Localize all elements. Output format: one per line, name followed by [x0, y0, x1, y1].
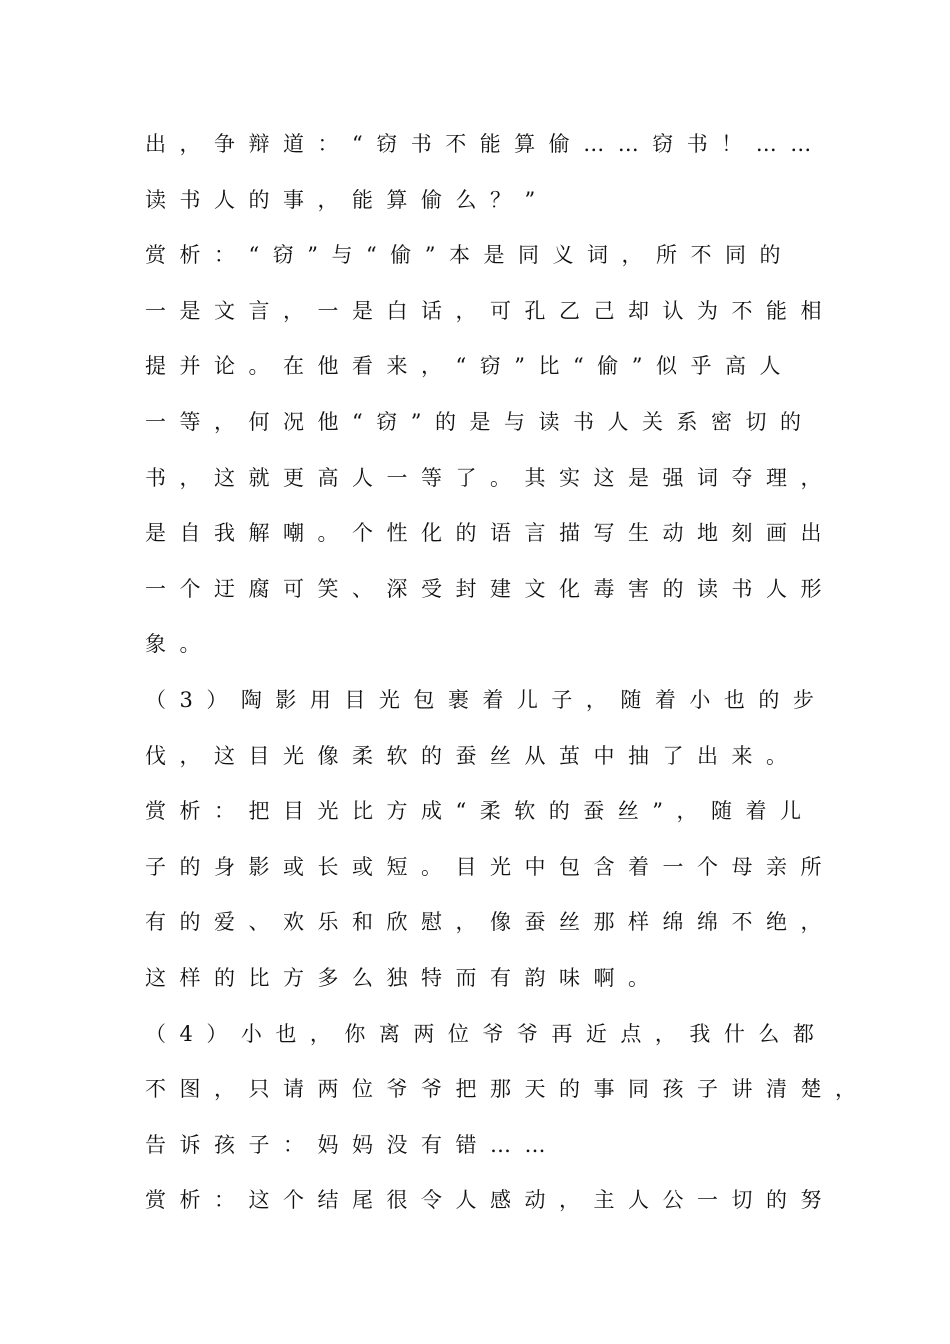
text-line-5: 提并论。在他看来，“窃”比“偷”似乎高人 [145, 354, 794, 378]
text-line-18: 不图，只请两位爷爷把那天的事同孩子讲清楚， [145, 1077, 870, 1101]
text-line-11: （3）陶影用目光包裹着儿子，随着小也的步 [145, 688, 828, 712]
text-line-13: 赏析：把目光比方成“柔软的蚕丝”，随着儿 [145, 799, 815, 823]
text-line-2: 读书人的事，能算偷么？” [145, 188, 549, 212]
text-line-10: 象。 [145, 632, 214, 656]
text-line-1: 出，争辩道：“窃书不能算偷……窃书！…… [145, 132, 825, 156]
text-line-15: 有的爱、欢乐和欣慰，像蚕丝那样绵绵不绝， [145, 910, 835, 934]
text-line-17: （4）小也，你离两位爷爷再近点，我什么都 [145, 1022, 828, 1046]
text-line-14: 子的身影或长或短。目光中包含着一个母亲所 [145, 855, 835, 879]
text-line-20: 赏析：这个结尾很令人感动，主人公一切的努 [145, 1188, 835, 1212]
text-line-8: 是自我解嘲。个性化的语言描写生动地刻画出 [145, 521, 835, 545]
text-line-6: 一等，何况他“窃”的是与读书人关系密切的 [145, 410, 815, 434]
text-line-3: 赏析：“窃”与“偷”本是同义词，所不同的 [145, 243, 794, 267]
text-line-19: 告诉孩子：妈妈没有错…… [145, 1133, 559, 1157]
text-line-7: 书，这就更高人一等了。其实这是强词夺理， [145, 466, 835, 490]
text-line-4: 一是文言，一是白话，可孔乙己却认为不能相 [145, 299, 835, 323]
text-line-9: 一个迂腐可笑、深受封建文化毒害的读书人形 [145, 577, 835, 601]
text-line-16: 这样的比方多么独特而有韵味啊。 [145, 966, 663, 990]
text-line-12: 伐，这目光像柔软的蚕丝从茧中抽了出来。 [145, 744, 801, 768]
